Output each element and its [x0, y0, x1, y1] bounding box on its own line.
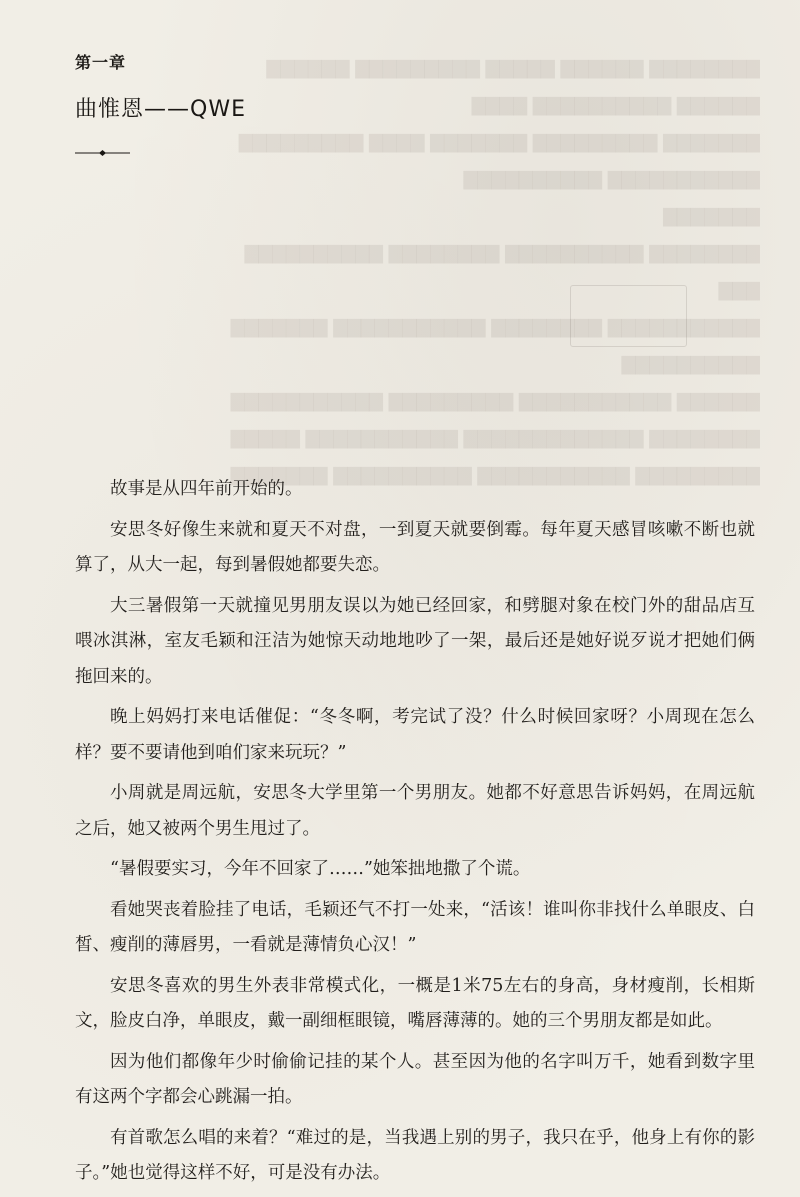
- bleed-through-text: ▇▇▇▇▇▇▇▇ ▇▇▇▇▇▇ ▇▇▇▇▇ ▇▇▇▇▇▇▇▇▇ ▇▇▇▇▇▇ ▇▇▇▇▇▇ ▇▇▇▇▇▇▇▇▇▇ ▇▇▇▇ ▇▇▇▇▇▇▇ ▇▇▇▇▇▇▇▇▇ ▇▇▇▇▇▇▇ ▇▇▇▇ ▇▇▇▇▇▇▇▇▇ ▇▇▇▇▇▇▇▇▇▇▇ ▇▇▇▇▇▇▇▇▇▇ ▇▇▇▇▇▇▇ ▇▇▇▇▇▇▇▇ ▇▇▇▇▇▇▇▇▇▇ ▇▇▇▇▇▇▇▇ ▇▇▇▇▇▇▇▇▇▇ ▇▇▇ ▇▇▇▇▇▇▇▇▇▇▇ ▇▇▇▇▇▇▇▇ ▇▇▇▇▇▇▇▇▇▇▇ ▇▇▇▇▇▇▇ ▇▇▇▇▇▇▇▇▇▇ ▇▇▇▇▇▇ ▇▇▇▇▇▇▇▇▇▇▇ ▇▇▇▇▇▇▇▇▇ ▇▇▇▇▇▇▇▇▇▇▇ ▇▇▇▇▇▇▇▇ ▇▇▇▇▇▇▇▇▇▇▇▇▇ ▇▇▇▇▇▇▇▇▇▇▇ ▇▇▇▇▇ ▇▇▇▇▇▇▇▇▇ ▇▇▇▇▇▇▇▇▇▇▇ ▇▇▇▇▇▇▇▇▇▇ ▇▇▇▇▇▇▇: [230, 58, 760, 486]
- paragraph: 看她哭丧着脸挂了电话，毛颖还气不打一处来，“活该！谁叫你非找什么单眼皮、白皙、瘦削的薄唇男，一看就是薄情负心汉！”: [75, 899, 755, 955]
- title-ornament: [75, 149, 130, 157]
- paragraph: “暑假要实习，今年不回家了……”她笨拙地撒了个谎。: [110, 859, 531, 879]
- paragraph: 大三暑假第一天就撞见男朋友误以为她已经回家，和劈腿对象在校门外的甜品店互喂冰淇淋，室友毛颖和汪洁为她惊天动地地吵了一架，最后还是她好说歹说才把她们俩拖回来的。: [75, 595, 755, 687]
- paragraph: 有首歌怎么唱的来着？“难过的是，当我遇上别的男子，我只在乎，他身上有你的影子。”她也觉得这样不好，可是没有办法。: [75, 1127, 755, 1183]
- paragraph: 晚上妈妈打来电话催促：“冬冬啊，考完试了没？什么时候回家呀？小周现在怎么样？要不要请他到咱们家来玩玩？”: [75, 707, 755, 763]
- chapter-label: 第一章: [75, 53, 127, 72]
- paragraph: 因为他们都像年少时偷偷记挂的某个人。甚至因为他的名字叫万千，她看到数字里有这两个字都会心跳漏一拍。: [75, 1051, 755, 1107]
- paragraph: 安思冬喜欢的男生外表非常模式化，一概是1米75左右的身高，身材瘦削，长相斯文，脸皮白净，单眼皮，戴一副细框眼镜，嘴唇薄薄的。她的三个男朋友都是如此。: [75, 975, 755, 1031]
- paragraph: 安思冬好像生来就和夏天不对盘，一到夏天就要倒霉。每年夏天感冒咳嗽不断也就算了，从大一起，每到暑假她都要失恋。: [75, 519, 755, 575]
- chapter-title: 曲惟恩——QWE: [75, 97, 246, 122]
- paragraph: 小周就是周远航，安思冬大学里第一个男朋友。她都不好意思告诉妈妈，在周远航之后，她又被两个男生甩过了。: [75, 783, 755, 839]
- bleed-through-box: [570, 285, 687, 347]
- chapter-body: [75, 472, 755, 1197]
- paragraph: 故事是从四年前开始的。: [110, 479, 303, 499]
